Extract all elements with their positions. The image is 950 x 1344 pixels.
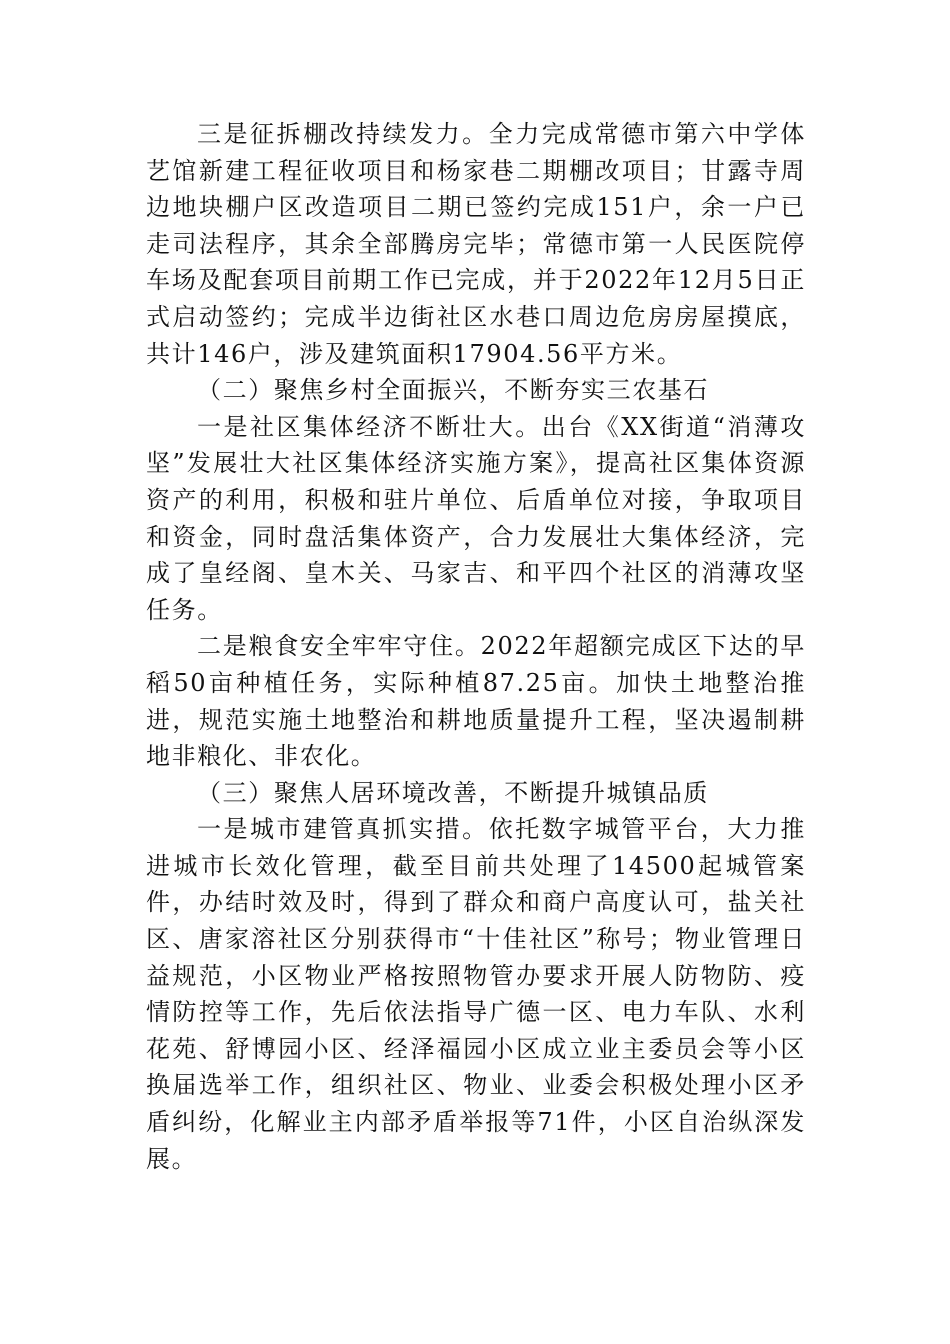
section-heading-living-environment: （三）聚焦人居环境改善，不断提升城镇品质 [197,778,709,807]
paragraph-urban-management: 一是城市建管真抓实措。依托数字城管平台，大力推进城市长效化管理，截至目前共处理了14500起城管案件，办结时效及时，得到了群众和商户高度认可，盐关社区、唐家溶社区分别获得市“十佳社区”称号；物业管理日益规范，小区物业严格按照物管办要求开展人防物防、疫情防控等工作，先后依法指导广德一区、电力车队、水利花苑、舒博园小区、经泽福园小区成立业主委员会等小区换届选举工作，组织社区、物业、业委会积极处理小区矛盾纠纷，化解业主内部矛盾举报等71件，小区自治纵深发展。 [146,815,806,1173]
section-heading-rural-revitalization: （二）聚焦乡村全面振兴，不断夯实三农基石 [197,376,709,405]
paragraph-demolition-renovation: 三是征拆棚改持续发力。全力完成常德市第六中学体艺馆新建工程征收项目和杨家巷二期棚改项目；甘露寺周边地块棚户区改造项目二期已签约完成151户，余一户已走司法程序，其余全部腾房完毕；常德市第一人民医院停车场及配套项目前期工作已完成，并于2022年12月5日正式启动签约；完成半边街社区水巷口周边危房房屋摸底，共计146户，涉及建筑面积17904.56平方米。 [146,120,806,368]
paragraph-food-security: 二是粮食安全牢牢守住。2022年超额完成区下达的早稻50亩种植任务，实际种植87.25亩。加快土地整治推进，规范实施土地整治和耕地质量提升工程，坚决遏制耕地非粮化、非农化。 [146,632,806,771]
document-body [146,116,806,1177]
paragraph-collective-economy: 一是社区集体经济不断壮大。出台《XX街道“消薄攻坚”发展壮大社区集体经济实施方案》，提高社区集体资源资产的利用，积极和驻片单位、后盾单位对接，争取项目和资金，同时盘活集体资产，合力发展壮大集体经济，完成了皇经阁、皇木关、马家吉、和平四个社区的消薄攻坚任务。 [146,412,806,624]
